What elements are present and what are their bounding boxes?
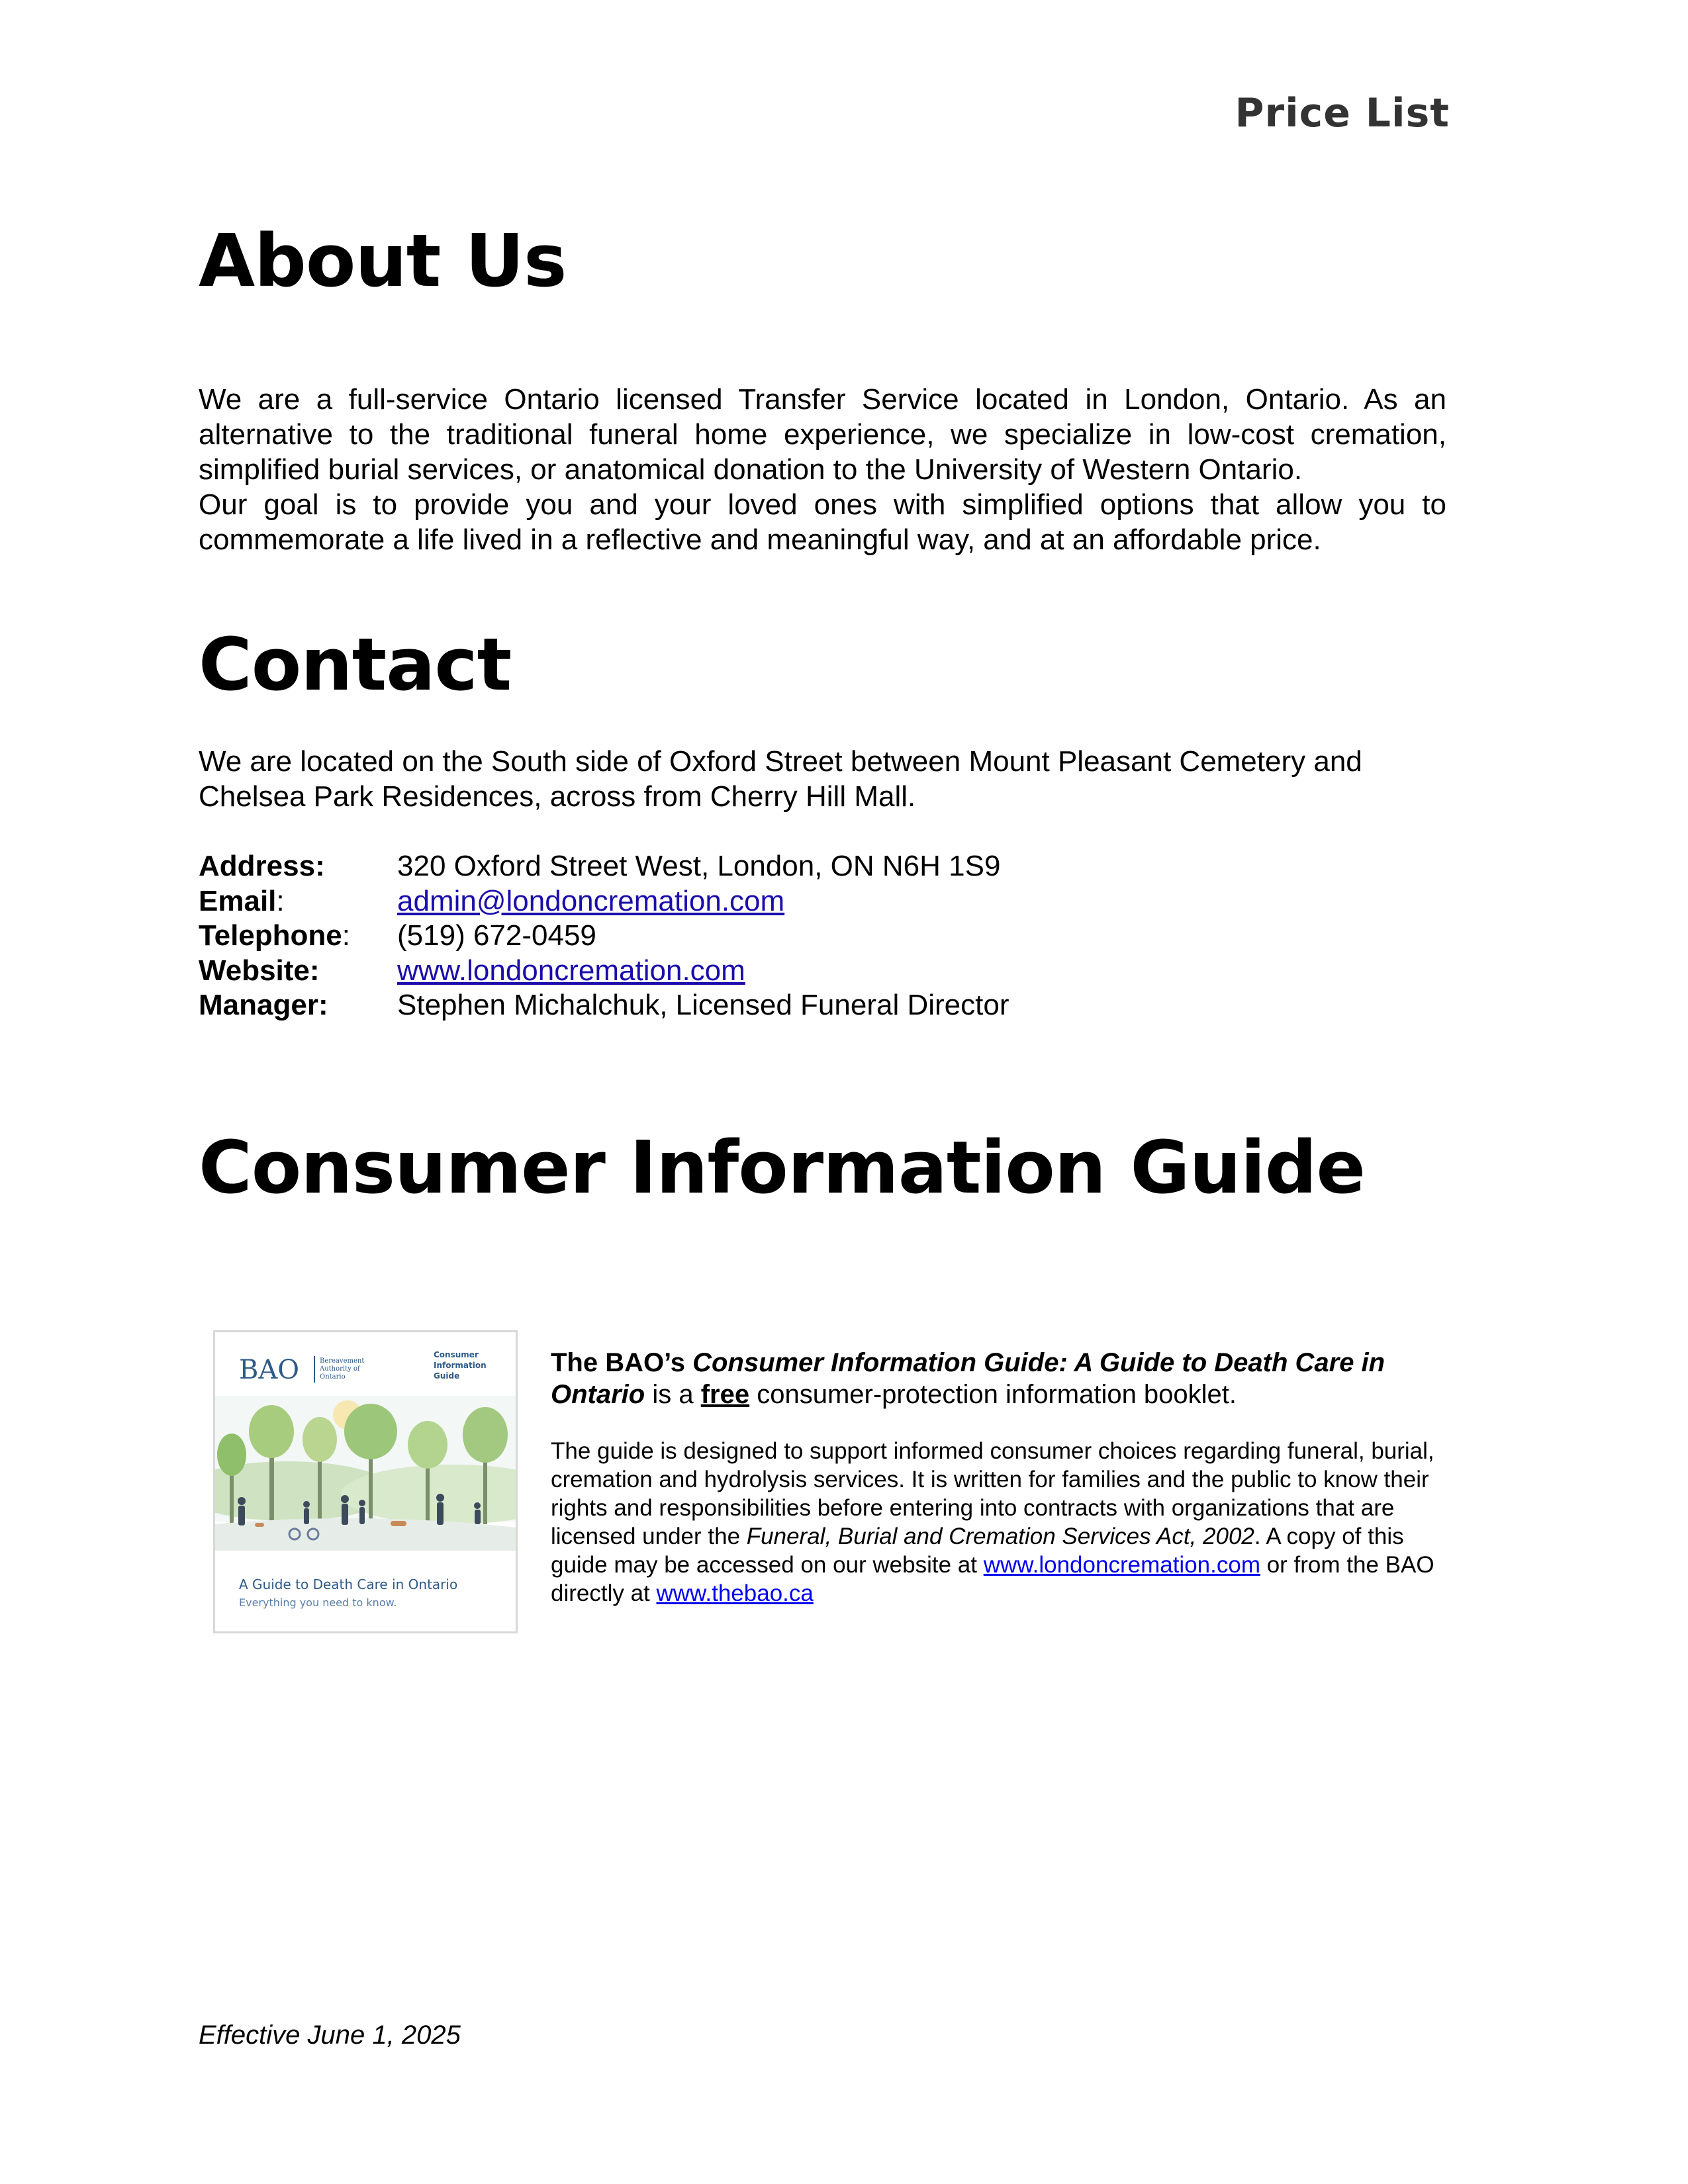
manager-value: Stephen Michalchuk, Licensed Funeral Director	[397, 989, 1009, 1021]
contact-details	[199, 849, 1009, 1023]
contact-intro	[199, 744, 1446, 814]
contact-heading: Contact	[199, 622, 512, 707]
contact-row-address	[199, 849, 1009, 884]
about-paragraph-1: We are a full-service Ontario licensed Transfer Service located in London, Ontario. As an alternative to the traditional funeral home experience, we specialize in low-cost cremation, simplified burial services, or anatomical donation to the University of Western Ontario.	[199, 383, 1446, 486]
contact-row-telephone	[199, 919, 1009, 954]
address-label: Address:	[199, 850, 325, 882]
contact-row-manager	[199, 988, 1009, 1023]
telephone-value: (519) 672-0459	[397, 919, 596, 952]
consumer-guide-description	[551, 1347, 1448, 1608]
svg-text:Ontario: Ontario	[320, 1373, 346, 1381]
booklet-tagline: Everything you need to know.	[239, 1596, 397, 1609]
guide-lead-text: The BAO’s Consumer Information Guide: A Guide to Death Care in Ontario is a free consumer-protection information booklet.	[551, 1348, 1385, 1409]
svg-text:Information: Information	[434, 1361, 487, 1370]
email-label: Email:	[199, 884, 285, 917]
contact-row-website	[199, 954, 1009, 989]
guide-booklet-cover-image	[213, 1330, 518, 1633]
svg-text:Consumer: Consumer	[434, 1350, 479, 1359]
thebao-link[interactable]: www.thebao.ca	[656, 1580, 814, 1606]
contact-intro-text: We are located on the South side of Oxford Street between Mount Pleasant Cemetery and Chelsea Park Residences, across from Cherry Hill Mall.	[199, 745, 1362, 813]
address-value: 320 Oxford Street West, London, ON N6H 1S9	[397, 850, 1001, 882]
about-us-heading: About Us	[199, 218, 567, 303]
londoncremation-link[interactable]: www.londoncremation.com	[983, 1552, 1260, 1578]
about-us-body	[199, 382, 1446, 557]
guide-paragraph: The guide is designed to support informed consumer choices regarding funeral, burial, cremation and hydrolysis services. It is written for families and the public to know their rights and responsibilities before entering into contracts with organizations that are licensed under the Funeral, Burial and Cremation Services Act, 2002. A copy of this guide may be accessed on our website at www.londoncremation.com or from the BAO directly at www.thebao.ca	[551, 1438, 1434, 1606]
email-link[interactable]: admin@londoncremation.com	[397, 884, 785, 917]
svg-text:Bereavement: Bereavement	[320, 1357, 365, 1365]
website-link[interactable]: www.londoncremation.com	[397, 954, 745, 987]
svg-text:Guide: Guide	[434, 1371, 460, 1381]
svg-text:Authority of: Authority of	[320, 1365, 360, 1373]
effective-date-footer: Effective June 1, 2025	[199, 2021, 461, 2050]
contact-row-email	[199, 884, 1009, 919]
about-paragraph-2: Our goal is to provide you and your loved ones with simplified options that allow you to commemorate a life lived in a reflective and meaningful way, and at an affordable price.	[199, 488, 1446, 556]
manager-label: Manager:	[199, 989, 328, 1021]
telephone-label: Telephone:	[199, 919, 350, 952]
consumer-guide-heading: Consumer Information Guide	[199, 1125, 1366, 1210]
website-label: Website:	[199, 954, 320, 987]
booklet-cover-illustration	[215, 1332, 516, 1631]
booklet-subtitle: A Guide to Death Care in Ontario	[239, 1576, 458, 1592]
document-header-label: Price List	[1235, 90, 1450, 136]
booklet-logo-text: BAO	[239, 1355, 300, 1385]
